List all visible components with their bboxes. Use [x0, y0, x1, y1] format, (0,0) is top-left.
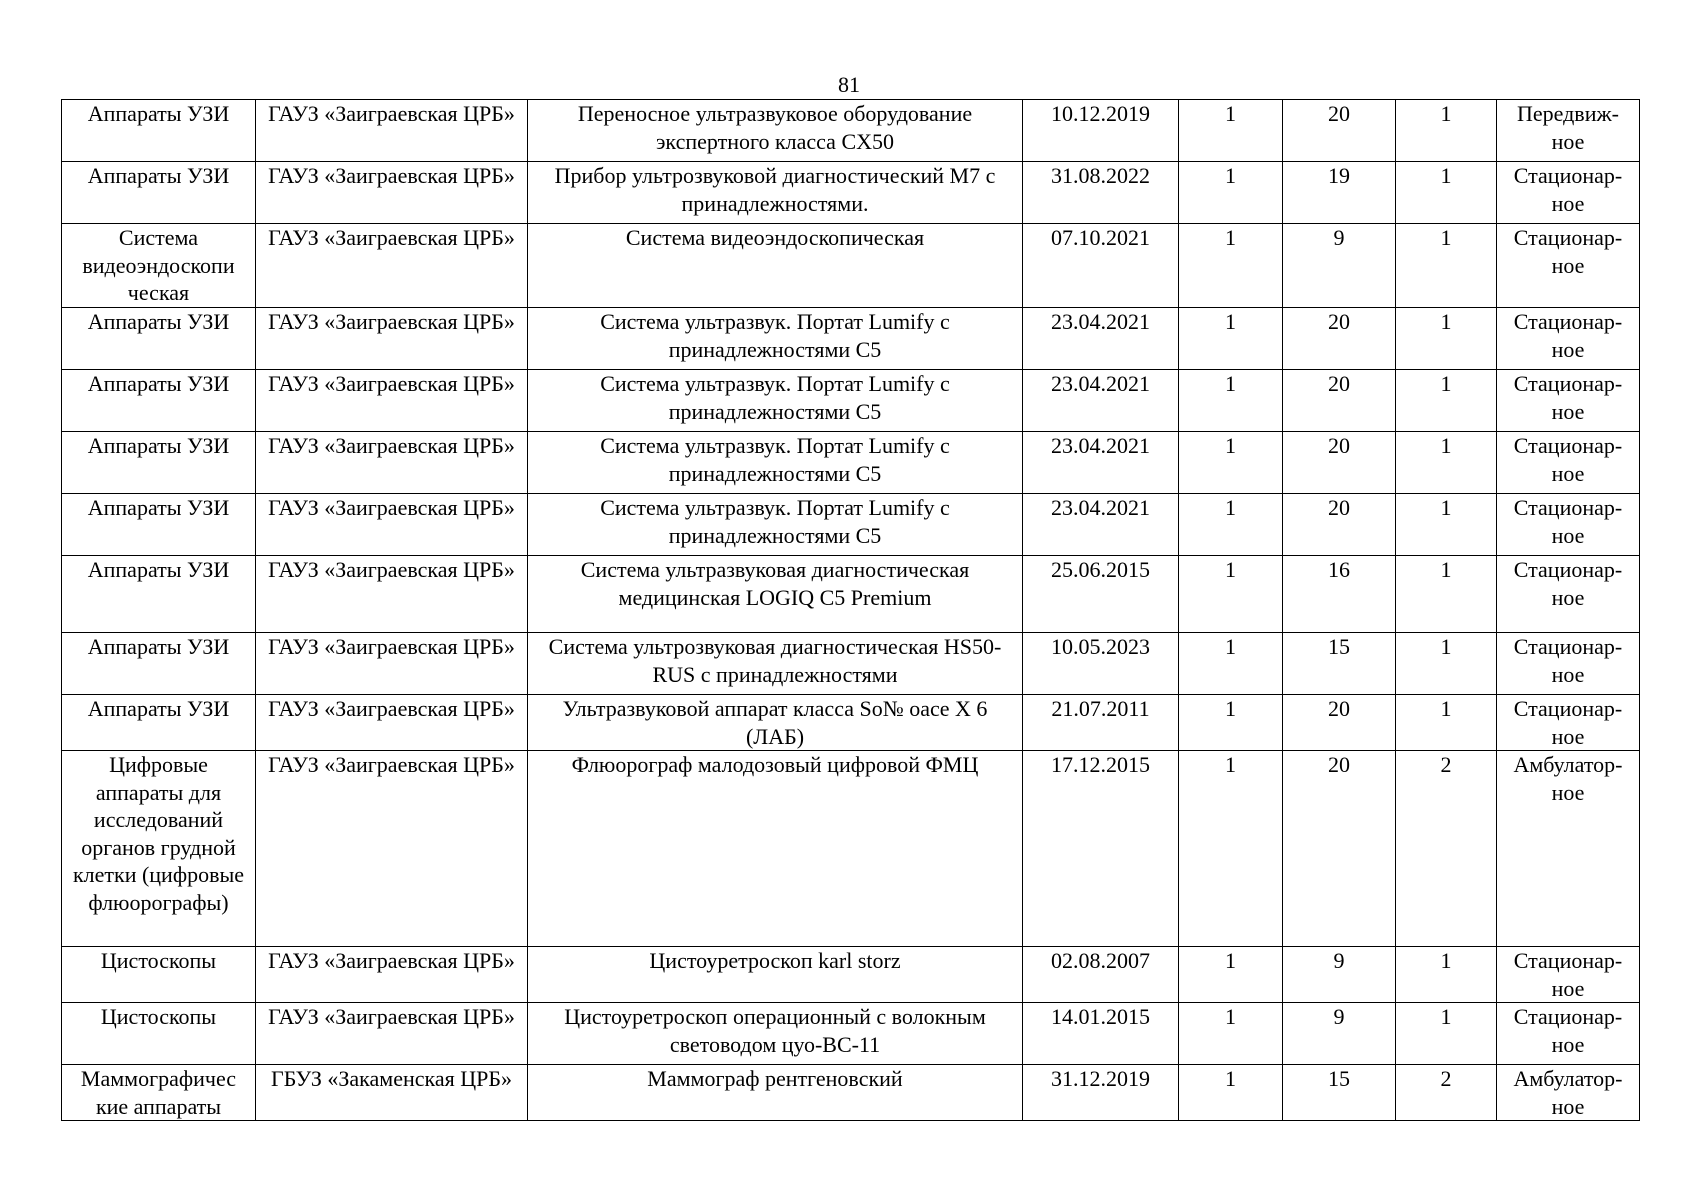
table-row	[62, 370, 1640, 432]
cell-equipment-name: Прибор ультрозвуковой диагностический M7 с принадлежностями.	[528, 162, 1023, 224]
cell-service-life: 20	[1283, 308, 1396, 370]
cell-quantity: 1	[1179, 162, 1283, 224]
cell-usage-type: Стационар-ное	[1497, 556, 1640, 633]
cell-date: 21.07.2011	[1023, 695, 1179, 751]
cell-organization: ГАУЗ «Заиграевская ЦРБ»	[256, 1003, 528, 1065]
cell-quantity: 1	[1179, 751, 1283, 947]
cell-organization: ГАУЗ «Заиграевская ЦРБ»	[256, 162, 528, 224]
cell-category: Аппараты УЗИ	[62, 432, 256, 494]
cell-quantity: 1	[1179, 494, 1283, 556]
cell-code: 1	[1396, 100, 1497, 162]
cell-usage-type: Стационар-ное	[1497, 494, 1640, 556]
cell-code: 1	[1396, 695, 1497, 751]
cell-code: 1	[1396, 224, 1497, 308]
cell-code: 1	[1396, 1003, 1497, 1065]
cell-category: Аппараты УЗИ	[62, 633, 256, 695]
cell-equipment-name: Переносное ультразвуковое оборудование экспертного класса CX50	[528, 100, 1023, 162]
table-row	[62, 1065, 1640, 1121]
table-row	[62, 556, 1640, 633]
cell-service-life: 15	[1283, 633, 1396, 695]
cell-category: Аппараты УЗИ	[62, 695, 256, 751]
cell-service-life: 16	[1283, 556, 1396, 633]
cell-code: 1	[1396, 556, 1497, 633]
cell-quantity: 1	[1179, 432, 1283, 494]
cell-category: Аппараты УЗИ	[62, 556, 256, 633]
cell-service-life: 9	[1283, 1003, 1396, 1065]
cell-date: 02.08.2007	[1023, 947, 1179, 1003]
cell-category: Аппараты УЗИ	[62, 370, 256, 432]
cell-code: 1	[1396, 162, 1497, 224]
cell-usage-type: Стационар-ное	[1497, 308, 1640, 370]
cell-service-life: 20	[1283, 494, 1396, 556]
table-row	[62, 308, 1640, 370]
cell-category: Аппараты УЗИ	[62, 494, 256, 556]
table-row	[62, 633, 1640, 695]
cell-organization: ГАУЗ «Заиграевская ЦРБ»	[256, 370, 528, 432]
cell-date: 25.06.2015	[1023, 556, 1179, 633]
cell-organization: ГАУЗ «Заиграевская ЦРБ»	[256, 494, 528, 556]
cell-usage-type: Стационар-ное	[1497, 947, 1640, 1003]
cell-code: 1	[1396, 432, 1497, 494]
cell-usage-type: Стационар-ное	[1497, 370, 1640, 432]
cell-equipment-name: Цистоуретроскоп karl storz	[528, 947, 1023, 1003]
page-number: 81	[838, 72, 860, 97]
cell-date: 23.04.2021	[1023, 494, 1179, 556]
cell-service-life: 19	[1283, 162, 1396, 224]
cell-equipment-name: Система ультразвуковая диагностическая медицинская LOGIQ C5 Premium	[528, 556, 1023, 633]
cell-quantity: 1	[1179, 1065, 1283, 1121]
cell-code: 2	[1396, 751, 1497, 947]
cell-service-life: 15	[1283, 1065, 1396, 1121]
cell-category: Аппараты УЗИ	[62, 100, 256, 162]
cell-usage-type: Стационар-ное	[1497, 224, 1640, 308]
cell-code: 2	[1396, 1065, 1497, 1121]
cell-category: Аппараты УЗИ	[62, 162, 256, 224]
cell-date: 10.05.2023	[1023, 633, 1179, 695]
equipment-table	[61, 99, 1640, 1121]
cell-usage-type: Передвиж-ное	[1497, 100, 1640, 162]
cell-equipment-name: Система видеоэндоскопическая	[528, 224, 1023, 308]
cell-equipment-name: Система ультразвук. Портат Lumify с принадлежностями C5	[528, 494, 1023, 556]
cell-date: 10.12.2019	[1023, 100, 1179, 162]
cell-service-life: 20	[1283, 751, 1396, 947]
table-row	[62, 100, 1640, 162]
cell-code: 1	[1396, 370, 1497, 432]
cell-organization: ГАУЗ «Заиграевская ЦРБ»	[256, 432, 528, 494]
cell-category: Цифровые аппараты для исследований органов грудной клетки (цифровые флюорографы)	[62, 751, 256, 947]
cell-equipment-name: Ультразвуковой аппарат класса So№ oace X 6 (ЛАБ)	[528, 695, 1023, 751]
cell-date: 23.04.2021	[1023, 370, 1179, 432]
cell-category: Цистоскопы	[62, 1003, 256, 1065]
cell-quantity: 1	[1179, 100, 1283, 162]
cell-service-life: 20	[1283, 432, 1396, 494]
cell-organization: ГАУЗ «Заиграевская ЦРБ»	[256, 100, 528, 162]
cell-equipment-name: Система ультразвук. Портат Lumify с принадлежностями C5	[528, 308, 1023, 370]
cell-quantity: 1	[1179, 1003, 1283, 1065]
cell-usage-type: Амбулатор-ное	[1497, 751, 1640, 947]
cell-service-life: 9	[1283, 224, 1396, 308]
cell-organization: ГАУЗ «Заиграевская ЦРБ»	[256, 224, 528, 308]
cell-equipment-name: Маммограф рентгеновский	[528, 1065, 1023, 1121]
cell-organization: ГАУЗ «Заиграевская ЦРБ»	[256, 695, 528, 751]
table-row	[62, 432, 1640, 494]
cell-category: Система видеоэндоскопи ческая	[62, 224, 256, 308]
table-row	[62, 695, 1640, 751]
cell-quantity: 1	[1179, 695, 1283, 751]
cell-usage-type: Стационар-ное	[1497, 1003, 1640, 1065]
cell-usage-type: Стационар-ное	[1497, 162, 1640, 224]
table-row	[62, 751, 1640, 947]
table-row	[62, 494, 1640, 556]
cell-organization: ГАУЗ «Заиграевская ЦРБ»	[256, 556, 528, 633]
cell-date: 23.04.2021	[1023, 432, 1179, 494]
cell-service-life: 20	[1283, 695, 1396, 751]
table-row	[62, 947, 1640, 1003]
cell-organization: ГАУЗ «Заиграевская ЦРБ»	[256, 947, 528, 1003]
cell-usage-type: Стационар-ное	[1497, 633, 1640, 695]
cell-organization: ГАУЗ «Заиграевская ЦРБ»	[256, 633, 528, 695]
cell-equipment-name: Система ультразвук. Портат Lumify с принадлежностями C5	[528, 432, 1023, 494]
cell-equipment-name: Система ультразвук. Портат Lumify с принадлежностями C5	[528, 370, 1023, 432]
cell-category: Маммографичес кие аппараты	[62, 1065, 256, 1121]
cell-code: 1	[1396, 494, 1497, 556]
cell-category: Аппараты УЗИ	[62, 308, 256, 370]
cell-date: 31.12.2019	[1023, 1065, 1179, 1121]
cell-equipment-name: Система ультрозвуковая диагностическая HS50-RUS с принадлежностями	[528, 633, 1023, 695]
cell-usage-type: Стационар-ное	[1497, 432, 1640, 494]
cell-organization: ГБУЗ «Закаменская ЦРБ»	[256, 1065, 528, 1121]
cell-service-life: 20	[1283, 100, 1396, 162]
cell-quantity: 1	[1179, 633, 1283, 695]
cell-category: Цистоскопы	[62, 947, 256, 1003]
cell-quantity: 1	[1179, 224, 1283, 308]
cell-equipment-name: Цистоуретроскоп операционный с волокным световодом цуо-ВС-11	[528, 1003, 1023, 1065]
cell-date: 07.10.2021	[1023, 224, 1179, 308]
cell-equipment-name: Флюорограф малодозовый цифровой ФМЦ	[528, 751, 1023, 947]
cell-quantity: 1	[1179, 556, 1283, 633]
cell-quantity: 1	[1179, 308, 1283, 370]
cell-organization: ГАУЗ «Заиграевская ЦРБ»	[256, 308, 528, 370]
cell-date: 23.04.2021	[1023, 308, 1179, 370]
table-row	[62, 162, 1640, 224]
table-row	[62, 1003, 1640, 1065]
cell-usage-type: Амбулатор-ное	[1497, 1065, 1640, 1121]
cell-service-life: 20	[1283, 370, 1396, 432]
table-row	[62, 224, 1640, 308]
cell-date: 31.08.2022	[1023, 162, 1179, 224]
cell-code: 1	[1396, 633, 1497, 695]
cell-service-life: 9	[1283, 947, 1396, 1003]
cell-date: 14.01.2015	[1023, 1003, 1179, 1065]
cell-code: 1	[1396, 947, 1497, 1003]
cell-quantity: 1	[1179, 947, 1283, 1003]
cell-organization: ГАУЗ «Заиграевская ЦРБ»	[256, 751, 528, 947]
cell-quantity: 1	[1179, 370, 1283, 432]
cell-date: 17.12.2015	[1023, 751, 1179, 947]
cell-usage-type: Стационар-ное	[1497, 695, 1640, 751]
cell-code: 1	[1396, 308, 1497, 370]
